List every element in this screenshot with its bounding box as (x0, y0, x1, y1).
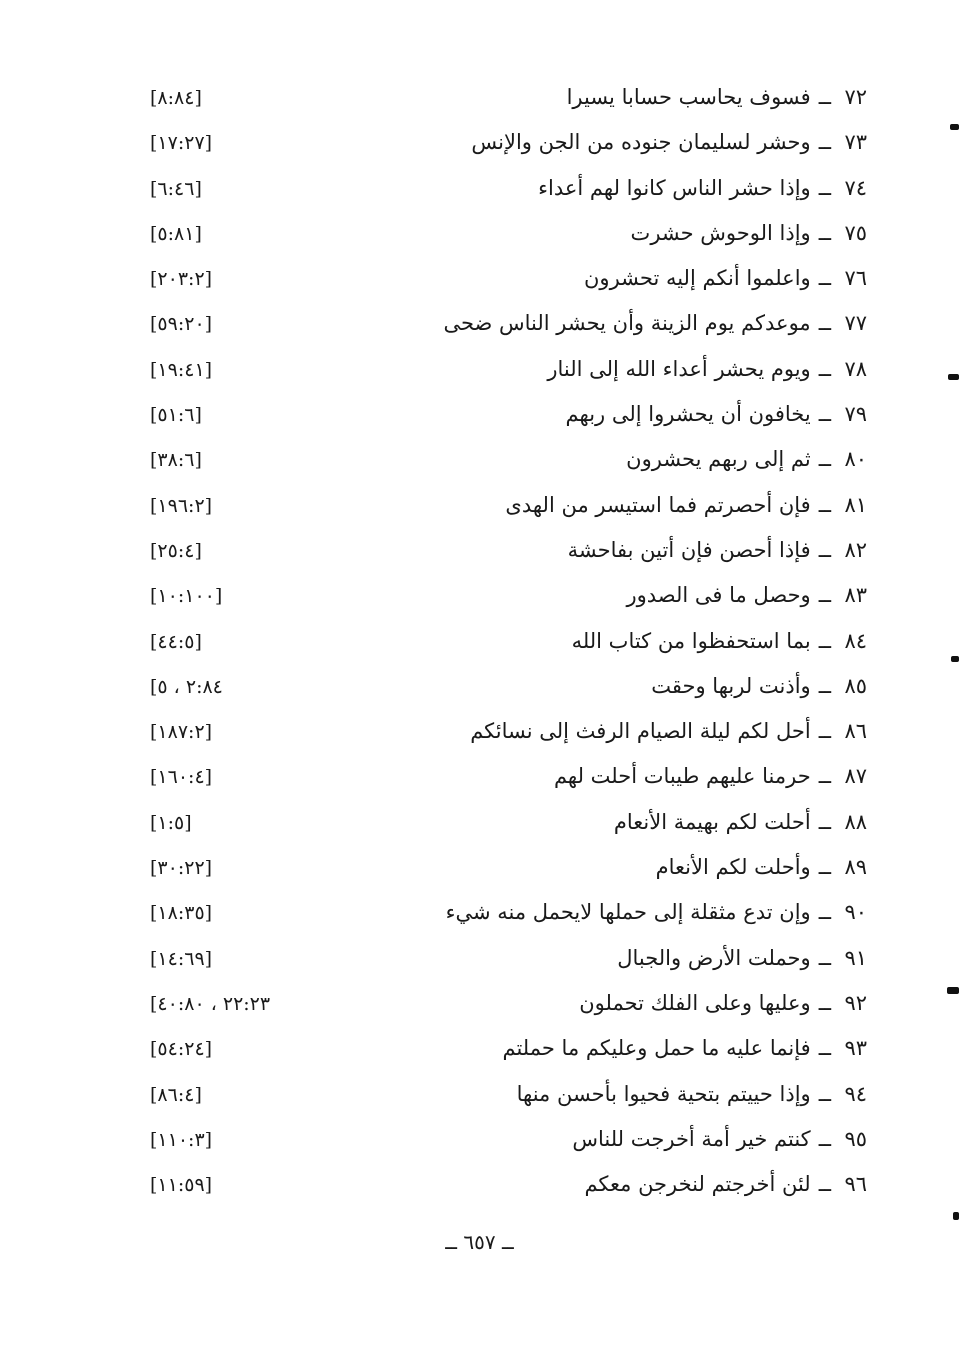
entry-number: ٧٧ (844, 311, 867, 336)
verse-text: أحل لكم ليلة الصيام الرفث إلى نسائكم (470, 719, 811, 744)
entry-number: ٩٦ (844, 1172, 867, 1197)
verse-line (651, 671, 867, 701)
entry-number: ٧٢ (844, 85, 867, 109)
verse-reference: [١٨٧:٢] (150, 721, 213, 744)
entry-dash: ــ (818, 1172, 831, 1197)
entry-dash: ــ (818, 900, 831, 925)
list-item (0, 937, 959, 982)
list-item (0, 665, 959, 710)
list-item (0, 710, 959, 755)
list-item (0, 393, 959, 438)
entry-number: ٨٣ (844, 583, 867, 608)
verse-line (443, 308, 867, 338)
entry-dash: ــ (818, 402, 831, 427)
verse-reference: [١٨:٣٥] (150, 902, 213, 925)
scan-mark (953, 1212, 959, 1220)
list-item (0, 982, 959, 1027)
entry-number: ٩١ (844, 945, 867, 970)
entry-number: ٩٢ (844, 990, 867, 1015)
verse-text: موعدكم يوم الزينة وأن يحشر الناس ضحى (443, 311, 811, 336)
entry-number: ٨٧ (844, 764, 867, 789)
verse-reference: [٨٦:٤] (150, 1083, 202, 1106)
entry-dash: ــ (818, 945, 831, 970)
verse-list (0, 76, 959, 1208)
verse-line (579, 988, 867, 1018)
scan-mark (950, 124, 959, 130)
verse-reference: [٥٩:٢٠] (150, 313, 213, 336)
verse-text: وأذنت لربها وحقت (651, 673, 811, 698)
verse-reference: [٥٤:٢٤] (150, 1038, 213, 1061)
entry-dash: ــ (818, 492, 831, 517)
verse-line (572, 1124, 867, 1154)
verse-line (502, 1033, 867, 1063)
list-item (0, 438, 959, 483)
verse-line (614, 807, 867, 837)
verse-reference: [١٧:٢٧] (150, 132, 213, 155)
entry-dash: ــ (818, 764, 831, 789)
scan-mark (948, 374, 959, 380)
entry-number: ٧٣ (844, 130, 867, 155)
entry-number: ٩٣ (844, 1036, 867, 1061)
verse-text: فإذا أحصن فإن أتين بفاحشة (567, 537, 811, 562)
entry-number: ٧٨ (844, 356, 867, 381)
entry-dash: ــ (818, 266, 831, 291)
verse-text: أحلت لكم بهيمة الأنعام (613, 809, 811, 834)
verse-text: وإذا الوحوش حشرت (630, 220, 811, 245)
verse-text: لئن أخرجتم لنخرجن معكم (584, 1172, 811, 1197)
verse-reference: [١٠:١٠٠] (150, 585, 223, 608)
list-item (0, 1118, 959, 1163)
verse-reference: [١١٠:٣] (150, 1128, 213, 1151)
scan-mark (947, 987, 959, 994)
verse-text: فسوف يحاسب حسابا يسيرا (566, 85, 811, 109)
entry-number: ٧٩ (844, 402, 867, 427)
verse-line (471, 127, 867, 157)
verse-line (538, 173, 867, 203)
list-item (0, 891, 959, 936)
entry-number: ٩٠ (844, 900, 867, 925)
verse-text: ثم إلى ربهم يحشرون (626, 447, 811, 472)
verse-line (626, 580, 867, 610)
entry-number: ٩٥ (844, 1126, 867, 1151)
page-number: ــ ٦٥٧ ــ (445, 1230, 514, 1254)
verse-text: وحصل ما فى الصدور (626, 583, 811, 608)
verse-text: ويوم يحشر أعداء الله إلى النار (547, 356, 811, 381)
verse-text: وحشر لسليمان جنوده من الجن والإنس (471, 130, 811, 155)
entry-number: ٨٦ (844, 719, 867, 744)
verse-text: واعلموا أنكم إليه تحشرون (584, 266, 811, 291)
verse-line (631, 218, 867, 248)
verse-text: حرمنا عليهم طيبات أحلت لهم (553, 764, 811, 789)
verse-text: فإن أحصرتم فما استيسر من الهدى (505, 492, 811, 517)
verse-line (626, 444, 867, 474)
verse-line (584, 1169, 867, 1199)
verse-reference: [٥١:٦] (150, 404, 202, 427)
verse-reference: [٥:٨١] (150, 222, 202, 245)
verse-text: وحملت الأرض والجبال (617, 945, 811, 970)
verse-line (572, 626, 867, 656)
verse-line (617, 943, 867, 973)
verse-line (567, 82, 867, 112)
verse-text: فإنما عليه ما حمل وعليكم ما حملتم (502, 1036, 811, 1061)
verse-text: وأحلت لكم الأنعام (655, 855, 811, 880)
verse-reference: [٦:٤٦] (150, 177, 202, 200)
entry-dash: ــ (818, 130, 831, 155)
verse-line (656, 852, 867, 882)
list-item (0, 1073, 959, 1118)
entry-number: ٨٥ (844, 673, 867, 698)
list-item (0, 302, 959, 347)
verse-text: بما استحفظوا من كتاب الله (571, 628, 811, 653)
entry-dash: ــ (818, 583, 831, 608)
entry-dash: ــ (818, 1036, 831, 1061)
list-item (0, 1163, 959, 1208)
verse-text: وإن تدع مثقلة إلى حملها لايحمل منه شيء (445, 900, 811, 925)
entry-number: ٨٤ (844, 628, 867, 653)
verse-reference: [١٩٦:٢] (150, 494, 213, 517)
list-item (0, 529, 959, 574)
entry-dash: ــ (818, 1081, 831, 1106)
verse-reference: [٨:٨٤] (150, 87, 202, 109)
verse-reference: [٣٠:٢٢] (150, 857, 213, 880)
list-item (0, 755, 959, 800)
verse-reference: [١٤:٦٩] (150, 947, 213, 970)
verse-reference: [٢:٨٤ ، ٥ (150, 675, 223, 698)
verse-line (547, 354, 867, 384)
list-item (0, 212, 959, 257)
verse-reference: [٤٤:٥] (150, 630, 202, 653)
entry-number: ٨٨ (844, 809, 867, 834)
entry-number: ٨١ (844, 492, 867, 517)
verse-reference: [١:٥] (150, 811, 192, 834)
verse-line (517, 1079, 867, 1109)
verse-line (505, 490, 867, 520)
verse-line (566, 399, 867, 429)
verse-reference: [٢٥:٤] (150, 539, 202, 562)
verse-reference: [١٦٠:٤] (150, 766, 213, 789)
entry-dash: ــ (818, 85, 831, 109)
entry-number: ٨٠ (844, 447, 867, 472)
verse-text: وعليها وعلى الفلك تحملون (579, 990, 811, 1015)
scan-mark (951, 656, 959, 662)
entry-dash: ــ (818, 537, 831, 562)
verse-line (584, 263, 867, 293)
entry-number: ٨٩ (844, 855, 867, 880)
entry-dash: ــ (818, 719, 831, 744)
entry-dash: ــ (818, 628, 831, 653)
entry-dash: ــ (818, 175, 831, 200)
verse-reference: [١١:٥٩] (150, 1174, 213, 1197)
list-item (0, 76, 959, 121)
entry-number: ٧٦ (844, 266, 867, 291)
entry-dash: ــ (818, 447, 831, 472)
verse-reference: [٢٠٣:٢] (150, 268, 213, 291)
verse-line (568, 535, 867, 565)
list-item (0, 484, 959, 529)
list-item (0, 620, 959, 665)
verse-text: وإذا حييتم بتحية فحيوا بأحسن منها (516, 1081, 811, 1106)
entry-number: ٧٤ (844, 175, 867, 200)
entry-dash: ــ (818, 220, 831, 245)
list-item (0, 121, 959, 166)
entry-dash: ــ (818, 855, 831, 880)
verse-reference: [١٩:٤١] (150, 358, 213, 381)
entry-number: ٨٢ (844, 537, 867, 562)
list-item (0, 846, 959, 891)
list-item (0, 574, 959, 619)
list-item (0, 801, 959, 846)
entry-dash: ــ (818, 1126, 831, 1151)
verse-reference: [٣٨:٦] (150, 449, 202, 472)
entry-number: ٩٤ (844, 1081, 867, 1106)
verse-line (554, 761, 867, 791)
verse-line (470, 716, 867, 746)
list-item (0, 167, 959, 212)
entry-dash: ــ (818, 990, 831, 1015)
entry-number: ٧٥ (844, 220, 867, 245)
verse-reference: [٢٢:٢٣ ، ٤٠:٨٠ (150, 992, 271, 1015)
list-item (0, 1027, 959, 1072)
list-item (0, 348, 959, 393)
entry-dash: ــ (818, 673, 831, 698)
verse-text: كنتم خير أمة أخرجت للناس (572, 1126, 811, 1151)
verse-text: وإذا حشر الناس كانوا لهم أعداء (538, 175, 811, 200)
list-item (0, 257, 959, 302)
entry-dash: ــ (818, 311, 831, 336)
entry-dash: ــ (818, 809, 831, 834)
entry-dash: ــ (818, 356, 831, 381)
verse-line (446, 897, 867, 927)
verse-text: يخافون أن يحشروا إلى ربهم (565, 402, 811, 427)
